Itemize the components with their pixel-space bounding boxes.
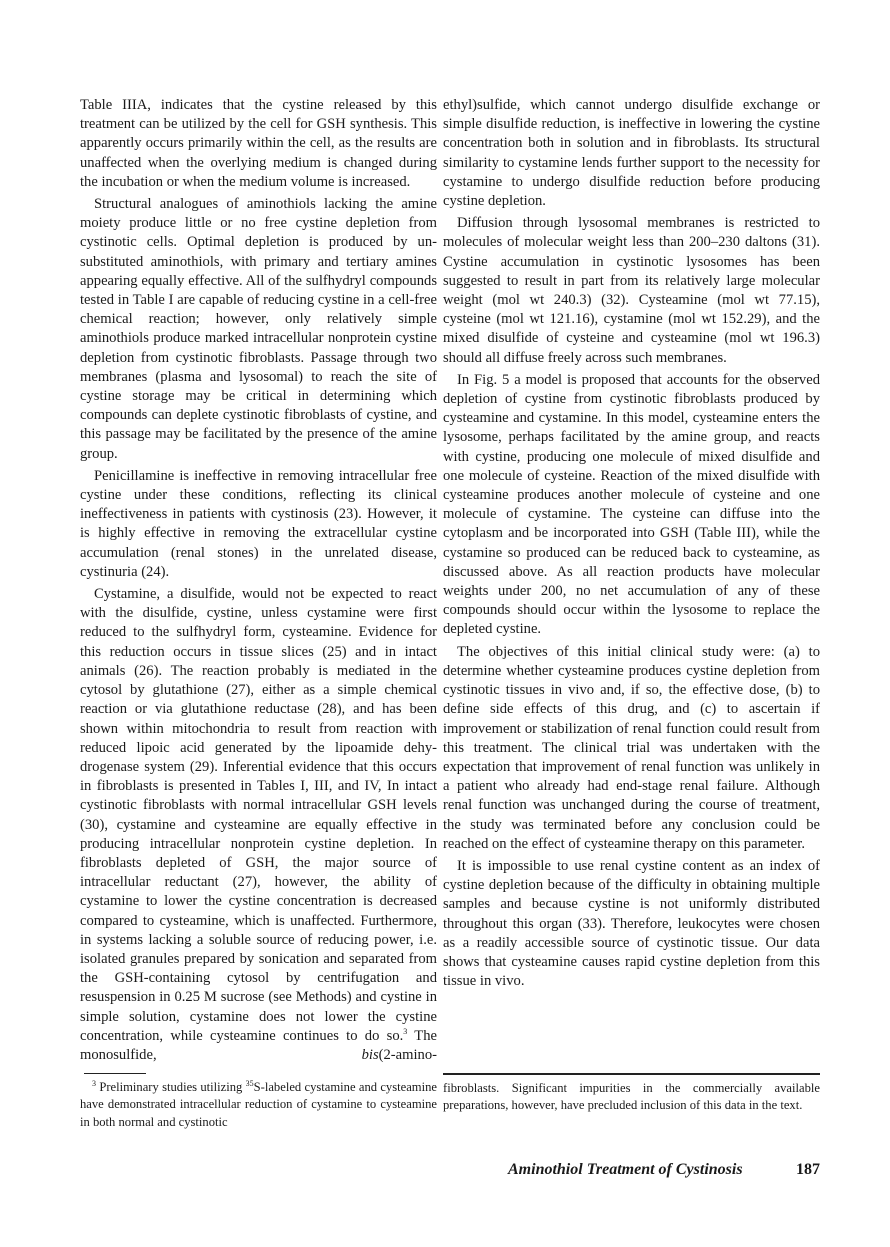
footnote-divider (443, 1073, 820, 1075)
paragraph-text: (2-amino- (378, 1046, 437, 1063)
paragraph: Table IIIA, indicates that the cystine released by this treatment can be utilized by the cell for GSH synthesis. This apparently occurs primarily within the cell, as the results are unaffected when the overlying medium is changed during the incubation or when the medium volume is increased. (80, 97, 437, 190)
footnote-text: S-labeled cystamine and cysteamine have demonstrated intracellular reduction of cystamine to cysteamine in both normal and cystinotic (80, 1080, 437, 1129)
isotope-superscript: 35 (245, 1078, 254, 1088)
page-number: 187 (796, 1161, 820, 1179)
footnote-text: Preliminary studies utilizing (99, 1080, 246, 1095)
italic-term: bis (361, 1046, 379, 1063)
footnote-marker: 3 (92, 1078, 96, 1088)
paragraph: The objectives of this initial clinical study were: (a) to determine whether cysteamine produces cystine depletion from cystinotic tissues in vivo and, if so, the effective dose, (b) to define side effects of this drug, and (c) to ascertain if improvement or stabilization of renal function could result from this treatment. The clinical trial was undertaken with the expectation that improvement of renal function was unlikely in a patient who already had end-stage renal failure. Although renal function was unchanged during the course of treatment, the study was terminated before any conclusion could be reached on the effect of cysteamine therapy on this parameter. (443, 643, 820, 852)
right-column (443, 96, 820, 991)
paragraph: Penicillamine is ineffective in removing intracellular free cystine under these conditions, reflecting its clinical ineffectiveness in patients with cystinosis (23). However, it is highly effective in removing the extracellular cystine accumulation (renal stones) in the unrelated disease, cystinuria (24). (80, 467, 437, 580)
footnote-right-cell (443, 1073, 820, 1114)
paragraph: In Fig. 5 a model is proposed that accounts for the observed depletion of cystine from cystinotic fibroblasts produced by cysteamine and cystamine. In this model, cysteamine enters the lysosome, perhaps facilitated by the amine group, and reacts with cystine, producing one molecule of mixed disulfide and one molecule of cysteine. Reaction of the mixed disulfide with cysteamine produces another molecule of cysteine and one molecule of cystamine. The cysteine can diffuse into the cytoplasm and be incorporated into GSH (Table III), while the cystamine so produced can be reduced back to cysteamine, as discussed above. As all reaction products have molecular weights under 200, no net accumulation of any of these compounds should occur within the lysosome to replace the depleted cystine. (443, 371, 820, 638)
paragraph-text: Cystamine, a disulfide, would not be expected to react with the disulfide, cystine, unless cystamine were first reduced to the sulfhydryl form, cysteamine. Evidence for this reduction occurs in tissue slices (25) and in intact animals (26). The reaction probably is mediated in the cytosol by glutathione (27), either as a simple chemical reaction or via glutathione reductase (28), and has been shown within mitochondria to result from reaction with reduced lipoic acid generated by the lipoamide dehydrogenase system (29). Inferential evidence that this occurs in fibroblasts is presented in Tables I, III, and IV, In intact cystinotic fibroblasts with normal intracellular GSH levels (30), cystamine and cysteamine are equally effective in producing intracellular nonprotein cystine depletion. In fibroblasts depleted of GSH, the major source of intracellular reductant (27), however, the ability of cystamine to lower the cystine concentration is decreased compared to cysteamine, which is unaffected. Furthermore, in systems lacking a soluble source of reducing power, i.e. isolated granules prepared by sonication and separated from the GSH-containing cytosol by centrifugation and resuspension in 0.25 M sucrose (see Methods) and cystine in simple solution, cystamine does not lower the cystine concentration, while cysteamine continues to do so. (80, 586, 437, 1044)
footnote-left-cell (80, 1073, 437, 1131)
paragraph-text: The monosulfide, (80, 1027, 437, 1063)
paragraph: Diffusion through lysosomal membranes is restricted to molecules of molecular weight less than 200–230 daltons (31). Cystine accumulation in cystinotic lysosomes has been suggested to result in part from its relatively large molecular weight (mol wt 240.3) (32). Cysteamine (mol wt 77.15), cysteine (mol wt 121.16), cystamine (mol wt 152.29), and the mixed disulfide of cysteine and cysteamine (mol wt 196.3) should all diffuse freely across such membranes. (443, 215, 820, 366)
footnote (80, 1079, 437, 1131)
page-footer (508, 1161, 820, 1179)
footnote-continued: fibroblasts. Significant impurities in the commercially available preparations, however, have precluded inclusion of this data in the text. (443, 1080, 820, 1112)
paragraph: Structural analogues of aminothiols lacking the amine moiety produce little or no free cystine depletion from cystinotic cells. Optimal depletion is produced by unsubstituted aminothiols, with primary and tertiary amines appearing equally effective. All of the sulfhydryl compounds tested in Table I are capable of reducing cystine in a cell-free chemical reaction; however, only relatively simple aminothiols produce marked intracellular nonprotein cystine depletion from cystinotic fibroblasts. Passage through two membranes (plasma and lysosomal) to reach the site of cystine storage may be critical in determining which compounds can deplete cystinotic fibroblasts of cystine, and this passage may be facilitated by the presence of the amine group. (80, 196, 437, 462)
footnote-marker: 3 (403, 1026, 408, 1036)
paragraph: It is impossible to use renal cystine content as an index of cystine depletion because of the difficulty in obtaining multiple samples and because cystine is not uniformly distributed throughout this organ (33). Therefore, leukocytes were chosen as a readily accessible source of cystinotic tissue. Our data shows that cysteamine causes rapid cystine depletion from this tissue in vivo. (443, 857, 820, 990)
paragraph: ethyl)sulfide, which cannot undergo disulfide exchange or simple disulfide reduction, is ineffective in lowering the cystine concentration both in solution and in fibroblasts. Its structural similarity to cystamine lends further support to the necessity for cystamine to undergo disulfide reduction before producing cystine depletion. (443, 97, 820, 210)
footnote-divider (84, 1073, 146, 1074)
footnotes (80, 1073, 820, 1131)
left-column (80, 96, 437, 1065)
running-title: Aminothiol Treatment of Cystinosis (508, 1161, 743, 1179)
paragraph (80, 585, 437, 1065)
body-columns (80, 96, 820, 1065)
